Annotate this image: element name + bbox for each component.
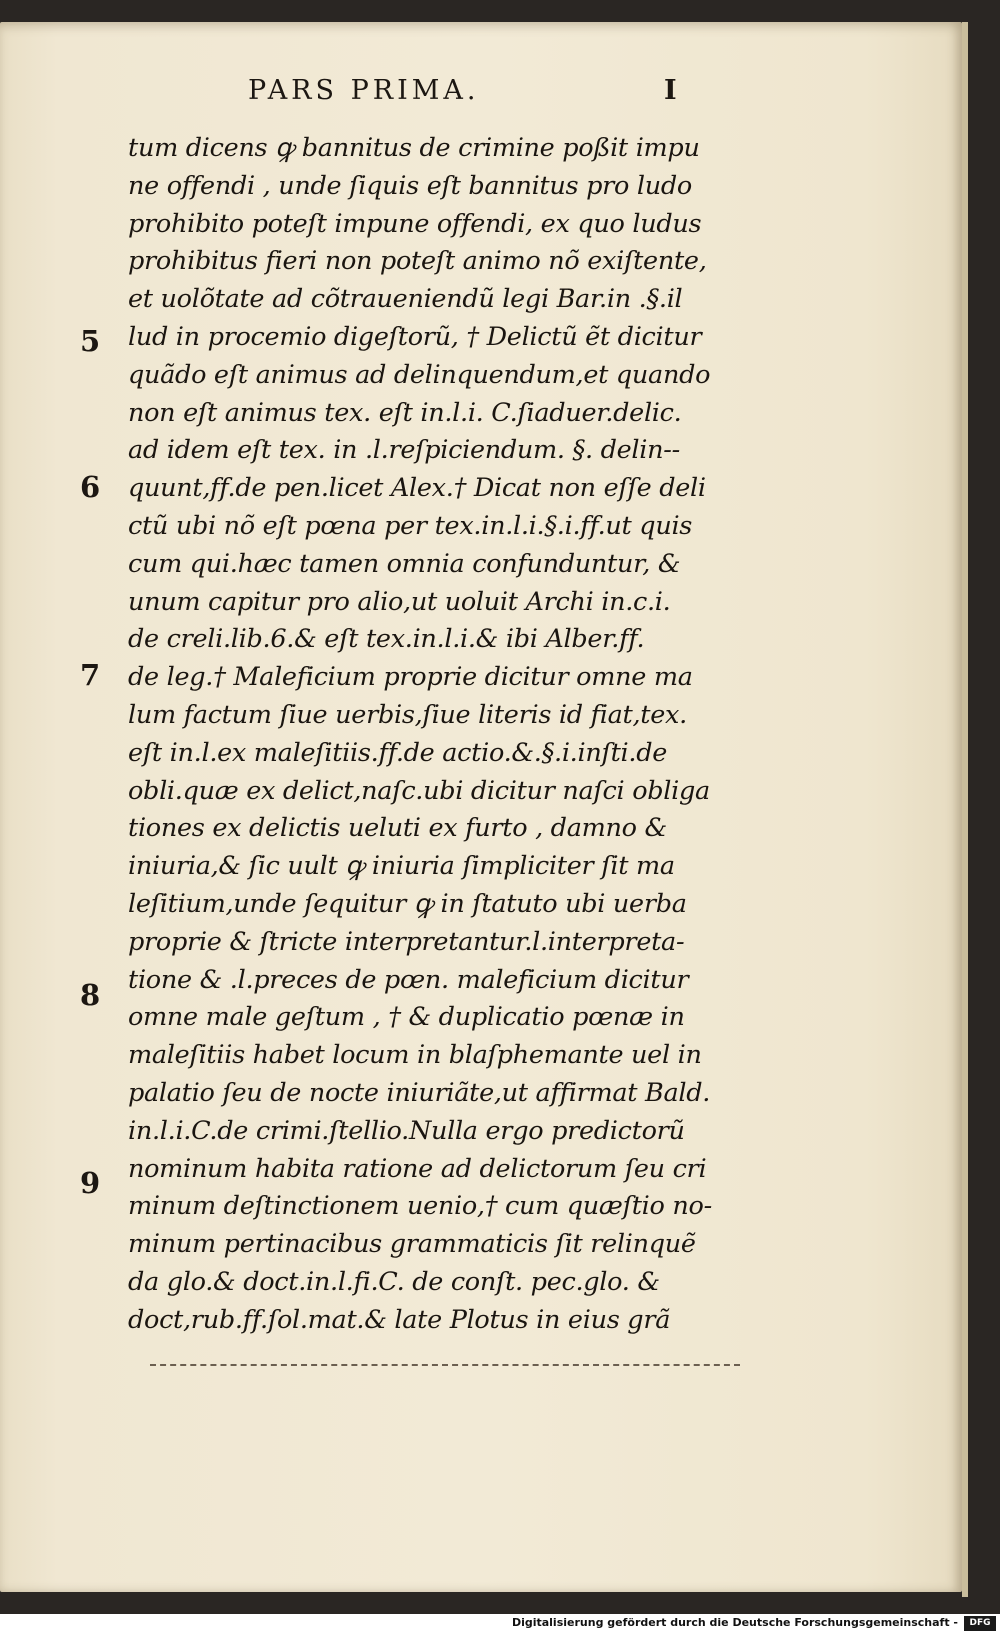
footer-bar [0,1614,1000,1634]
text-line: lud in procemio digeſtorũ, † Delictũ ẽt dicitur [128,321,702,352]
text-line: tum dicens ꝙ bannitus de crimine poßit impu [128,133,700,163]
margin-number: 6 [80,470,101,504]
text-line: iniuria,& ſic uult ꝙ iniuria ſimpliciter ſit ma [128,851,675,882]
dfg-logo-icon: DFG [964,1616,996,1631]
text-line: tiones ex delictis ueluti ex furto , damno & [128,813,667,844]
text-line: doct,rub.ff.ſol.mat.& late Plotus in eius grã [128,1304,671,1335]
text-line: non eſt animus tex. eſt in.l.i. C.ſiaduer.delic. [128,397,682,428]
bottom-rule [150,1364,740,1366]
text-line: prohibito poteſt impune offendi, ex quo ludus [128,208,702,239]
margin-number: 9 [80,1166,101,1200]
text-line: lum factum ſiue uerbis,ſiue literis id fiat,tex. [128,699,687,730]
text-line: omne male geſtum , † & duplicatio pœnæ in [128,1002,685,1033]
text-line: de creli.lib.6.& eſt tex.in.l.i.& ibi Alber.ff. [128,624,645,655]
text-line: ne offendi , unde ſiquis eſt bannitus pro ludo [128,170,692,201]
text-line: tione & .l.preces de pœn. maleficium dicitur [128,964,689,995]
text-line: proprie & ſtricte interpretantur.l.interpreta- [128,926,685,957]
text-line: et uolõtate ad cõtraueniendũ legi Bar.in .§.il [128,284,683,315]
running-head: PARS PRIMA. [248,75,480,106]
margin-number: 5 [80,324,101,358]
text-line: da glo.& doct.in.l.fi.C. de conſt. pec.glo. & [128,1266,660,1297]
text-line: quãdo eſt animus ad delinquendum,et quando [128,359,711,390]
text-line: minum pertinacibus grammaticis ſit relinquẽ [128,1229,696,1260]
margin-number: 7 [80,658,101,692]
text-line: leſitium,unde ſequitur ꝙ in ſtatuto ubi uerba [128,888,687,919]
text-line: palatio ſeu de nocte iniuriãte,ut affirmat Bald. [128,1077,711,1108]
text-line: ad idem eſt tex. in .l.reſpiciendum. §. delin-- [128,435,680,466]
footer-credit: Digitalisierung gefördert durch die Deutsche Forschungsgemeinschaft - [511,1616,958,1629]
text-line: quunt,ff.de pen.licet Alex.† Dicat non eſſe deli [128,473,706,504]
text-line: nominum habita ratione ad delictorum ſeu cri [128,1153,707,1184]
margin-number: 8 [80,978,101,1012]
text-line: in.l.i.C.de crimi.ſtellio.Nulla ergo predictorũ [128,1115,685,1146]
text-line: obli.quæ ex delict,naſc.ubi dicitur naſci obliga [128,775,710,806]
text-line: prohibitus fieri non poteſt animo nõ exiſtente, [128,246,707,277]
text-line: cum qui.hæc tamen omnia confunduntur, & [128,548,681,579]
body-text [128,130,748,1340]
text-line: unum capitur pro alio,ut uoluit Archi in.c.i. [128,586,671,617]
text-line: de leg.† Maleficium proprie dicitur omne ma [128,662,693,693]
text-line: maleſitiis habet locum in blaſphemante uel in [128,1040,702,1071]
text-line: ctũ ubi nõ eſt pœna per tex.in.l.i.§.i.ff.ut quis [128,510,693,541]
folio-number: I [664,75,677,106]
text-line: eſt in.l.ex maleſitiis.ff.de actio.&.§.i.inſti.de [128,737,668,768]
text-line: minum deſtinctionem uenio,† cum quæſtio no- [128,1191,712,1222]
page-header [0,75,962,115]
page-edge [962,22,968,1597]
